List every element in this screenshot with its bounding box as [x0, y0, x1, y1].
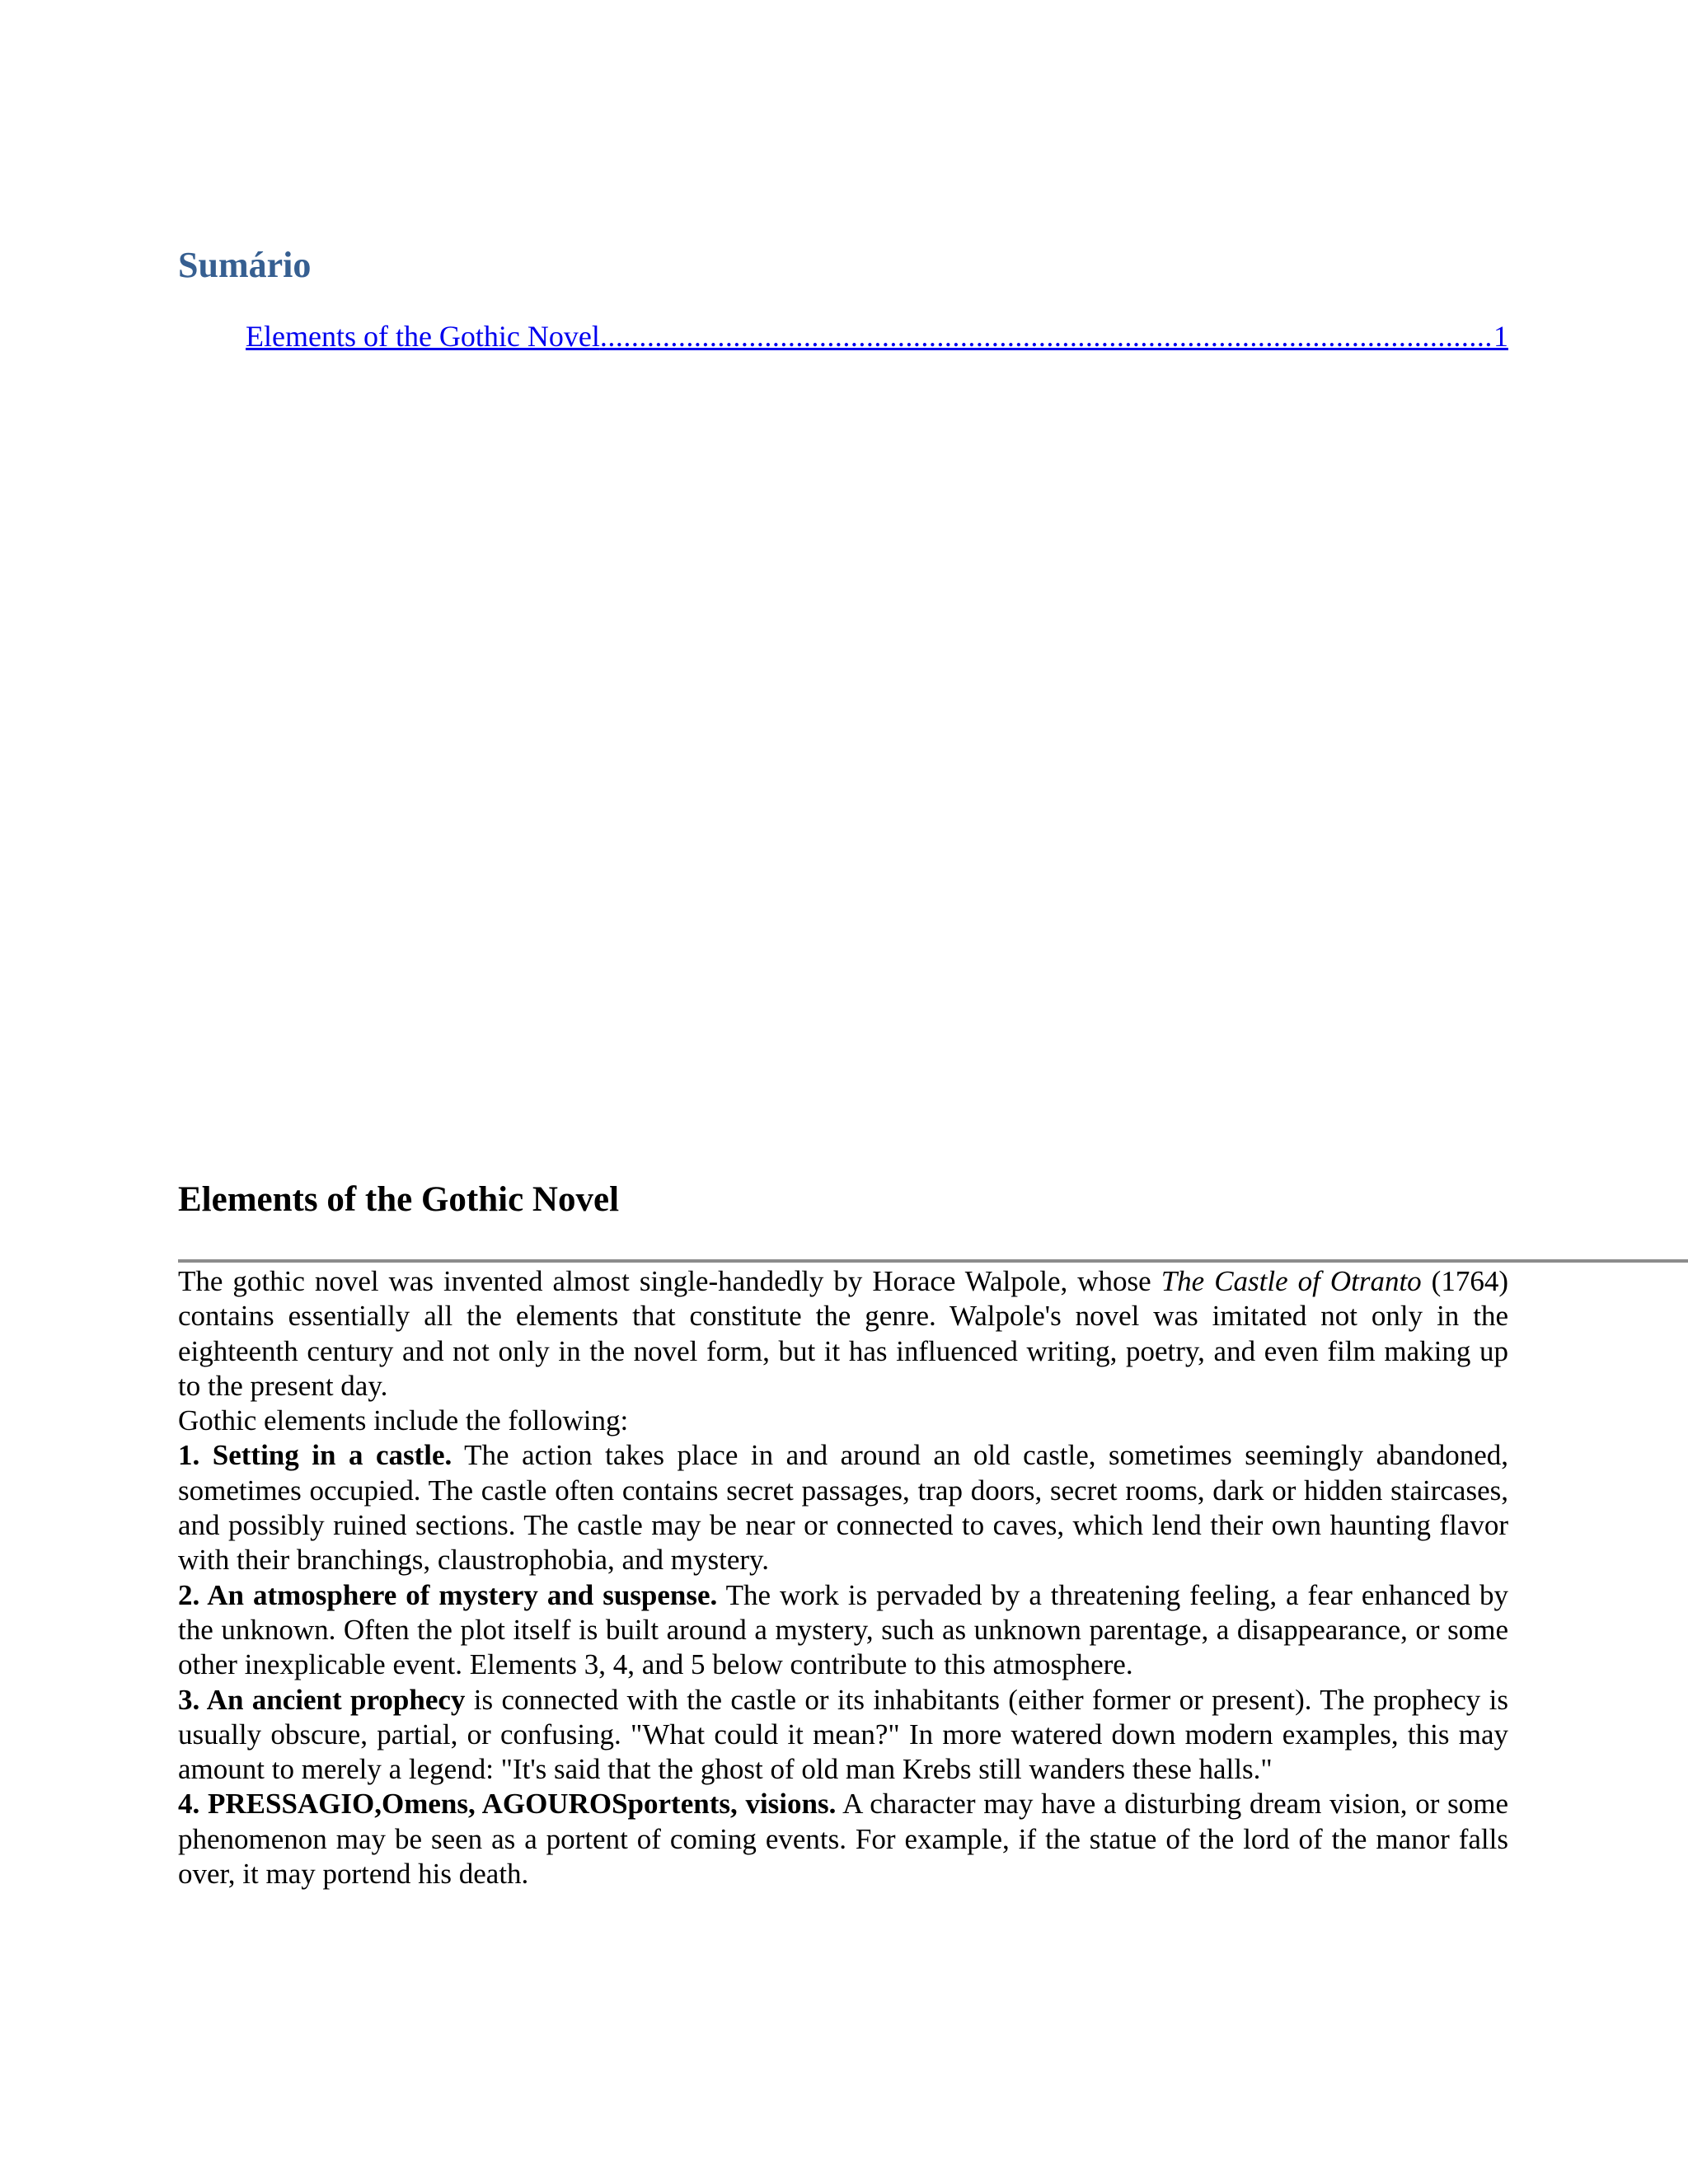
- intro-paragraph: The gothic novel was invented almost single-handedly by Horace Walpole, whose The Castle of Otranto (1764) contains essentially all the elements that constitute the genre. Walpole's novel was imitated not only in the eighteenth century and not only in the novel form, but it has influenced writing, poetry, and even film making up to the present day.: [178, 1265, 1508, 1402]
- heading-divider: [178, 1259, 1688, 1263]
- toc-title: Sumário: [178, 245, 312, 285]
- book-title: The Castle of Otranto: [1160, 1265, 1422, 1297]
- toc-entry-page-number[interactable]: 1: [1493, 320, 1508, 353]
- gothic-element-item: 4. PRESSAGIO,Omens, AGOUROSportents, visions. A character may have a disturbing dream vision, or some phenomenon may be seen as a portent of coming events. For example, if the statue of the lord of the manor falls over, it may portend his death.: [178, 1788, 1508, 1891]
- section-body: [178, 1264, 1508, 1891]
- item-heading: 1. Setting in a castle.: [178, 1439, 452, 1472]
- section-heading: Elements of the Gothic Novel: [178, 1180, 620, 1219]
- item-heading: 2. An atmosphere of mystery and suspense.: [178, 1578, 718, 1611]
- gothic-element-item: 3. An ancient prophecy is connected with the castle or its inhabitants (either former or present). The prophecy is usually obscure, partial, or confusing. "What could it mean?" In more watered down modern examples, this may amount to merely a legend: "It's said that the ghost of old man Krebs still wanders these halls.": [178, 1683, 1508, 1786]
- lead-paragraph: Gothic elements include the following:: [178, 1404, 629, 1437]
- toc-entry-link[interactable]: [246, 316, 1508, 356]
- toc-dot-leader: [600, 316, 1493, 356]
- toc-entry-label[interactable]: Elements of the Gothic Novel: [246, 320, 600, 353]
- gothic-element-item: 1. Setting in a castle. The action takes place in and around an old castle, sometimes seemingly abandoned, sometimes occupied. The castle often contains secret passages, trap doors, secret rooms, dark or hidden staircases, and possibly ruined sections. The castle may be near or connected to caves, which lend their own haunting flavor with their branchings, claustrophobia, and mystery.: [178, 1439, 1508, 1577]
- item-heading: 3. An ancient prophecy: [178, 1683, 466, 1716]
- item-heading: 4. PRESSAGIO,Omens, AGOUROSportents, visions.: [178, 1788, 837, 1821]
- gothic-element-item: 2. An atmosphere of mystery and suspense. The work is pervaded by a threatening feeling, a fear enhanced by the unknown. Often the plot itself is built around a mystery, such as unknown parentage, a disappearance, or some other inexplicable event. Elements 3, 4, and 5 below contribute to this atmosphere.: [178, 1578, 1508, 1681]
